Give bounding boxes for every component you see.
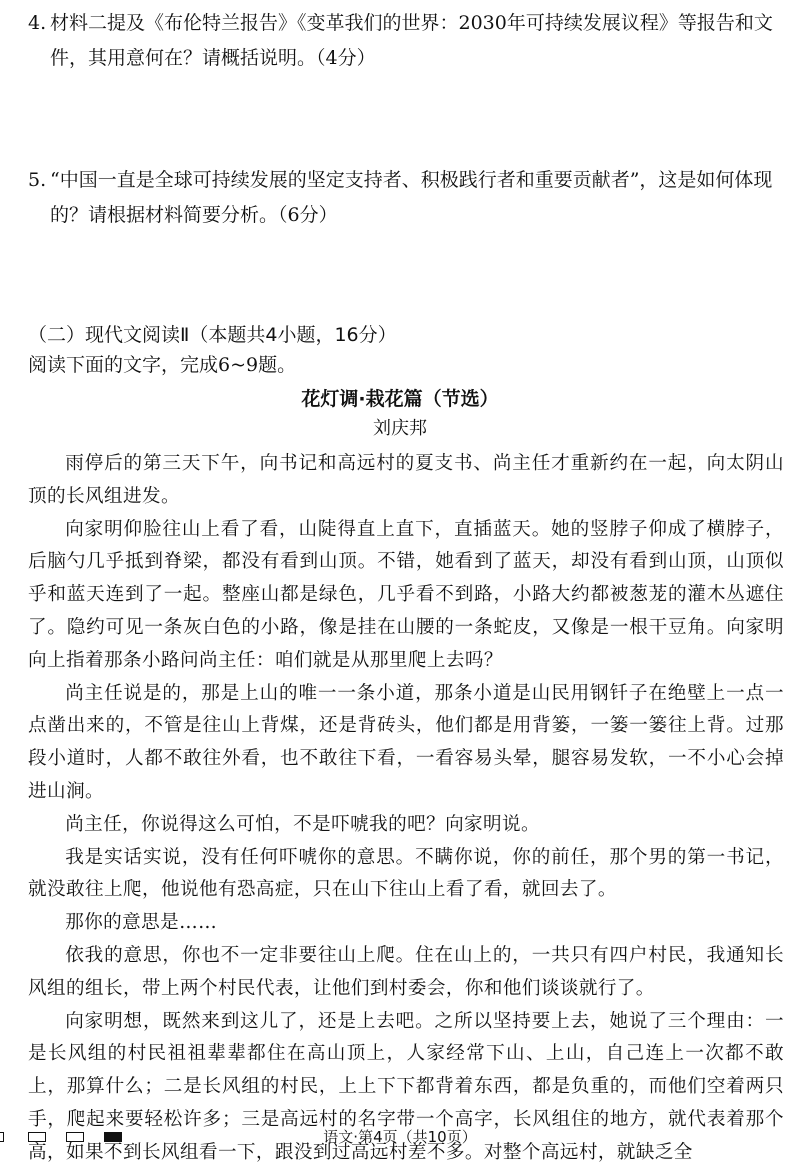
article-paragraph: 向家明仰脸往山上看了看，山陡得直上直下，直插蓝天。她的竖脖子仰成了横脖子，后脑勺几乎抵到脊梁，都没有看到山顶。不错，她看到了蓝天，却没有看到山顶，山顶似乎和蓝天连到了一起。整座山都是绿色，几乎看不到路，小路大约都被葱茏的灌木丛遮住了。隐约可见一条灰白色的小路，像是挂在山腰的一条蛇皮，又像是一根干豆角。向家明向上指着那条小路问尚主任：咱们就是从那里爬上去吗？ bbox=[28, 518, 784, 671]
question-text: 材料二提及《布伦特兰报告》《变革我们的世界：2030年可持续发展议程》等报告和文件，其用意何在？请概括说明。（4分） bbox=[50, 12, 773, 69]
article-paragraph: 雨停后的第三天下午，向书记和高远村的夏支书、尚主任才重新约在一起，向太阴山顶的长风组进发。 bbox=[28, 453, 784, 507]
page-number-label: 语文·第4页（共10页） bbox=[323, 1128, 477, 1146]
article-author: 刘庆邦 bbox=[373, 418, 427, 439]
section-instruction: 阅读下面的文字，完成6~9题。 bbox=[28, 354, 297, 376]
article-paragraph: 那你的意思是…… bbox=[65, 912, 218, 934]
question-text: “中国一直是全球可持续发展的坚定支持者、积极践行者和重要贡献者”，这是如何体现的？请根据材料简要分析。（6分） bbox=[50, 169, 773, 226]
question-5 bbox=[28, 163, 788, 233]
article-paragraph: 向家明想，既然来到这儿了，还是上去吧。之所以坚持要上去，她说了三个理由：一是长风组的村民祖祖辈辈都住在高山顶上，人家经常下山、上山，自己连上一次都不敢上，那算什么；二是长风组的村民，上上下下都背着东西，都是负重的，而他们空着两只手，爬起来要轻松许多；三是高远村的名字带一个高字，长风组住的地方，就代表着那个高，如果不到长风组看一下，跟没到过高远村差不多。对整个高远村，就缺乏全 bbox=[28, 1010, 784, 1163]
question-number: 5. bbox=[28, 169, 47, 191]
article-paragraph: 尚主任说是的，那是上山的唯一一条小道，那条小道是山民用钢钎子在绝壁上一点一点凿出来的，不管是往山上背煤，还是背砖头，他们都是用背篓，一篓一篓往上背。过那段小道时，人都不敢往外看，也不敢往下看，一看容易头晕，腿容易发软，一不小心会掉进山涧。 bbox=[28, 682, 784, 802]
page-footer bbox=[0, 1122, 800, 1152]
article-paragraph: 我是实话实说，没有任何吓唬你的意思。不瞒你说，你的前任，那个男的第一书记，就没敢往上爬，他说他有恐高症，只在山下往山上看了看，就回去了。 bbox=[28, 846, 784, 901]
question-number: 4. bbox=[28, 12, 47, 34]
article-paragraph: 尚主任，你说得这么可怕，不是吓唬我的吧？向家明说。 bbox=[65, 813, 541, 835]
article-body bbox=[28, 448, 784, 1170]
question-4 bbox=[28, 6, 788, 76]
article-paragraph: 依我的意思，你也不一定非要往山上爬。住在山上的，一共只有四户村民，我通知长风组的组长，带上两个村民代表，让他们到村委会，你和他们谈谈就行了。 bbox=[28, 944, 784, 999]
article-title: 花灯调·栽花篇（节选） bbox=[301, 388, 499, 410]
section-heading: （二）现代文阅读Ⅱ（本题共4小题，16分） bbox=[28, 324, 397, 346]
